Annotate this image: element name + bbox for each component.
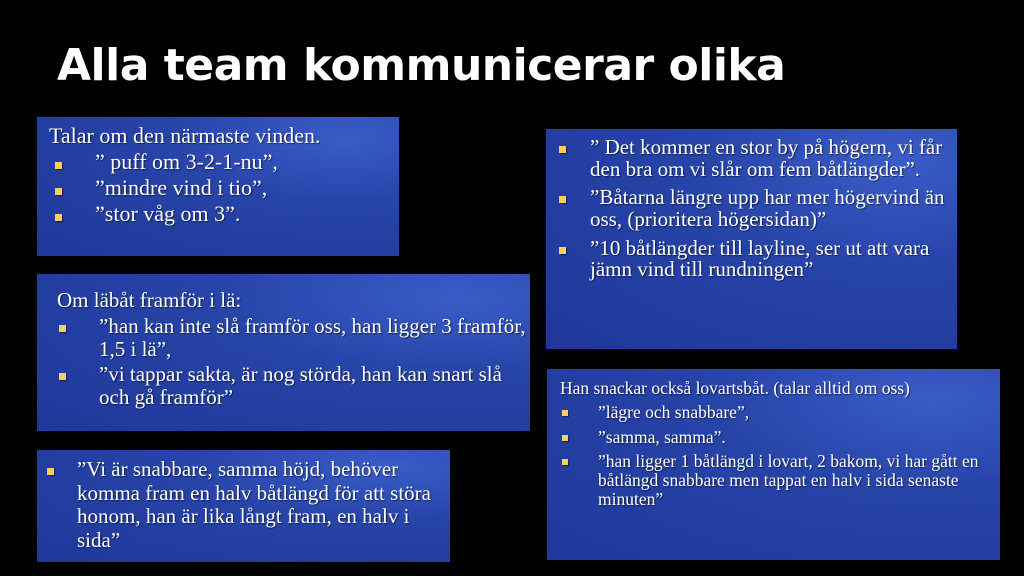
textbox-wind-ahead [546,129,957,349]
bullet-text: ”stor våg om 3”. [95,200,241,226]
bullet-text: ”Vi är snabbare, samma höjd, behöver komma fram en halv båtlängd för att störa honom, han är lika långt fram, en halv i sida” [77,457,431,552]
bullet-text: ”han ligger 1 båtlängd i lovart, 2 bakom, vi har gått en båtlängd snabbare men tappat en halv i sida senaste minuten” [598,450,979,510]
square-bullet-icon [562,435,568,441]
bullet-item [546,137,957,180]
bullet-item [49,202,399,226]
square-bullet-icon [559,196,566,203]
bullet-item [560,452,1000,510]
square-bullet-icon [55,162,62,169]
bullet-item [546,187,957,230]
bullet-list [37,458,450,552]
bullet-item [560,428,1000,447]
square-bullet-icon [55,214,62,221]
square-bullet-icon [59,373,66,380]
textbox-nearest-wind [37,117,399,256]
square-bullet-icon [562,459,568,465]
bullet-text: ”lägre och snabbare”, [598,402,750,423]
bullet-list [546,137,957,281]
square-bullet-icon [59,325,66,332]
bullet-item [37,458,450,552]
bullet-list [57,315,530,409]
bullet-list [49,150,399,225]
slide-title: Alla team kommunicerar olika [57,40,786,91]
bullet-item [546,235,957,282]
bullet-text: ”Båtarna längre upp har mer högervind än oss, (prioritera högersidan)” [590,185,945,231]
square-bullet-icon [559,146,566,153]
bullet-text: ”vi tappar sakta, är nog störda, han kan snart slå och gå framför” [99,362,502,410]
bullet-item [49,150,399,174]
bullet-text: ”han kan inte slå framför oss, han ligger 3 framför, 1,5 i lä”, [99,314,526,361]
bullet-item [57,363,530,408]
textbox-faster-same-height [37,450,450,562]
square-bullet-icon [559,247,566,254]
textbox-intro: Han snackar också lovartsbåt. (talar alltid om oss) [560,378,910,398]
square-bullet-icon [55,188,62,195]
bullet-text: ” puff om 3-2-1-nu”, [95,149,278,175]
bullet-item [560,403,1000,422]
bullet-text: ”samma, samma”. [598,426,726,447]
bullet-text: ”10 båtlängder till layline, ser ut att vara jämn vind till rundningen” [590,235,930,282]
square-bullet-icon [47,468,54,475]
textbox-intro: Om läbåt framför i lä: [57,288,242,312]
bullet-text: ” Det kommer en stor by på högern, vi får den bra om vi slår om fem båtlängder”. [590,135,943,181]
textbox-windward-boat [547,369,1000,560]
bullet-item [49,176,399,200]
bullet-text: ”mindre vind i tio”, [95,175,268,201]
textbox-leeward-boat [37,274,530,431]
bullet-item [57,315,530,360]
textbox-intro: Talar om den närmaste vinden. [49,123,321,148]
bullet-list [560,403,1000,509]
square-bullet-icon [562,410,568,416]
